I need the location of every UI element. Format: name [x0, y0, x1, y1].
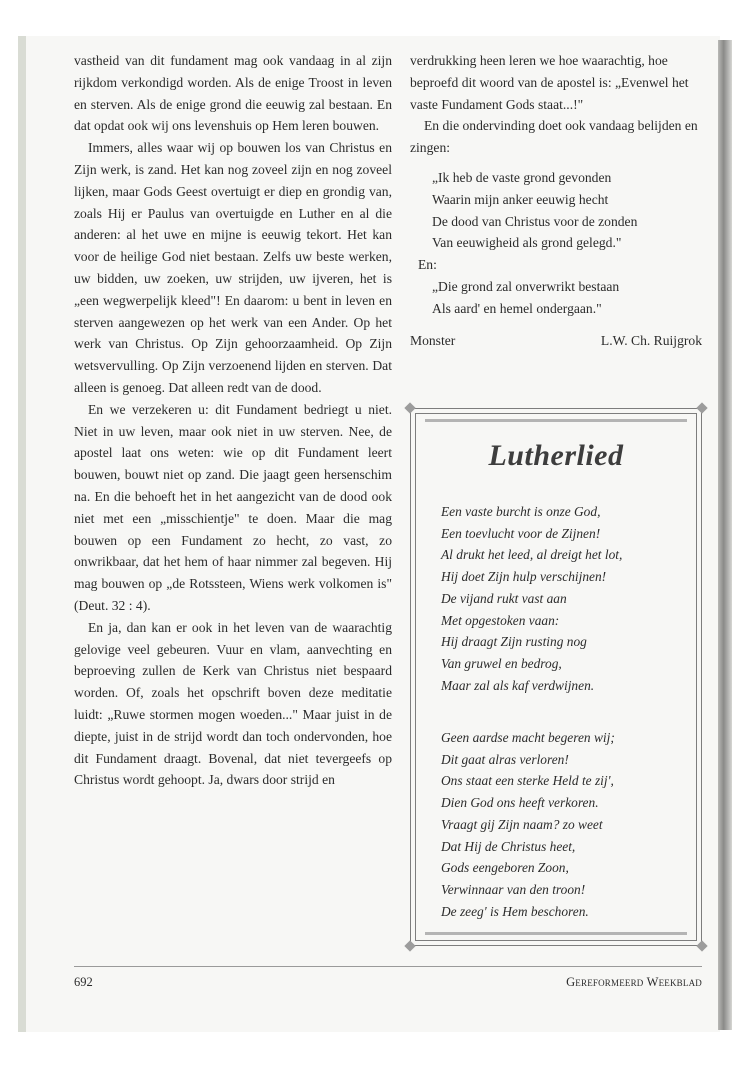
paragraph: En ja, dan kan er ook in het leven van de waarachtig gelovige veel gebeuren. Vuur en vlam, aanvechting en beproeving zullen de Kerk van Christus niet bespaard worden. Of, zoals het opschrift boven deze meditatie luidt: „Ruwe stormen mogen woeden..." Maar juist in de diepte, juist in de strijd wordt dan toch ondervonden, hoe dit Fundament draagt. Bovenal, dat niet tevergeefs op Christus wordt gehoopt. Ja, dwars door strijd en — [74, 619, 392, 788]
verse-connector: En: — [418, 257, 437, 273]
paragraph: verdrukking heen leren we hoe waarachtig, hoe beproefd dit woord van de apostel is: „Evenwel het vaste Fundament Gods staat...!" — [410, 53, 689, 112]
stanza-line: Verwinnaar van den troon! — [441, 881, 586, 897]
right-column — [410, 50, 702, 351]
lutherlied-box — [410, 408, 702, 946]
stanza-line: Hij draagt Zijn rusting nog — [441, 634, 587, 650]
bottom-ornament-bar — [425, 932, 687, 935]
stanza-line: De zeeg' is Hem beschoren. — [441, 903, 589, 919]
verse-line: Als aard' en hemel ondergaan." — [432, 300, 602, 316]
stanza-line: Maar zal als kaf verdwijnen. — [441, 677, 595, 693]
stanza-line: Al drukt het leed, al dreigt het lot, — [441, 547, 623, 563]
paragraph: Immers, alles waar wij op bouwen los van Christus en Zijn werk, is zand. Het kan nog zoveel zijn en nog zoveel lijken, maar Gods Geest overtuigt er diep en grondig van, zoals Hij er Paulus van overtuigde en Luther en al die anderen: al het uwe en mijne is eeuwig tekort. Het kan voor de heilige God niet bestaan. Zelfs uw beste werken, uw bidden, uw zoeken, uw strijden, uw ijveren, het is „een wegwerpelijk kleed"! En daarom: u bent in leven en sterven aangewezen op het werk van een Ander. Op het werk van Christus. Op Zijn gehoorzaamheid. Op Zijn wetsvervulling. Op Zijn verzoenend lijden en sterven. Dat alleen is genoeg. Dat alleen redt van de dood. — [74, 140, 392, 395]
stanza-line: Dien God ons heeft verkoren. — [441, 795, 599, 811]
box-title: Lutherlied — [488, 439, 624, 472]
left-column — [74, 50, 392, 791]
stanza-line: De vijand rukt vast aan — [441, 590, 567, 606]
page-edge-shadow — [718, 40, 732, 1030]
top-ornament-bar — [425, 419, 687, 422]
stanza-line: Een toevlucht voor de Zijnen! — [441, 525, 601, 541]
stanza-line: Dat Hij de Christus heet, — [441, 838, 576, 854]
paragraph: En die ondervinding doet ook vandaag belijden en zingen: — [410, 118, 698, 156]
quoted-verse — [410, 167, 702, 254]
paragraph: En we verzekeren u: dit Fundament bedriegt u niet. Niet in uw leven, maar ook niet in uw sterven. Nee, de apostel laat ons weten: wie op dit Fundament leert bouwen, bouwt niet op zand. Die jaagt geen hersenschim na. En die behoeft het in het aangezicht van de dood ook niet met een „misschientje" te doen. Maar die mag bouwen op een Fundament zo hecht, zo vast, zo onwrikbaar, dat het hem of haar nimmer zal begeven. Hij mag bouwen op „de Rotssteen, Wiens werk volkomen is" (Deut. 32 : 4). — [74, 401, 392, 613]
stanza-line: Gods eengeboren Zoon, — [441, 860, 569, 876]
verse-line: „Ik heb de vaste grond gevonden — [432, 169, 612, 185]
verse-line: „Die grond zal onverwrikt bestaan — [432, 278, 620, 294]
stanza-line: Dit gaat alras verloren! — [441, 751, 569, 767]
signature-author: L.W. Ch. Ruijgrok — [600, 332, 702, 348]
stanza-line: Een vaste burcht is onze God, — [441, 504, 601, 519]
stanza-2 — [441, 727, 691, 922]
stanza-line: Geen aardse macht begeren wij; — [441, 730, 615, 745]
page-number: 692 — [74, 975, 93, 989]
stanza-line: Van gruwel en bedrog, — [441, 655, 562, 671]
publication-name: Gereformeerd Weekblad — [566, 975, 702, 989]
stanza-line: Vraagt gij Zijn naam? zo weet — [441, 816, 603, 832]
paragraph: vastheid van dit fundament mag ook vandaag in al zijn rijkdom verkondigd worden. Als de enige Troost in leven en sterven. Als de enige grond die eeuwig zal bestaan. En dat opdat ook wij ons levenshuis op Hem leren bouwen. — [74, 53, 392, 134]
stanza-1 — [441, 501, 691, 696]
stanza-line: Ons staat een sterke Held te zij', — [441, 773, 614, 789]
page-footer — [74, 966, 702, 990]
signature-place: Monster — [410, 332, 456, 348]
stanza-line: Hij doet Zijn hulp verschijnen! — [441, 569, 607, 585]
stanza-line: Met opgestoken vaan: — [441, 612, 560, 628]
verse-line: Waarin mijn anker eeuwig hecht — [432, 191, 609, 207]
signature-line — [410, 330, 702, 352]
verse-line: De dood van Christus voor de zonden — [432, 213, 638, 229]
quoted-verse — [410, 276, 702, 320]
verse-line: Van eeuwigheid als grond gelegd." — [432, 235, 622, 251]
